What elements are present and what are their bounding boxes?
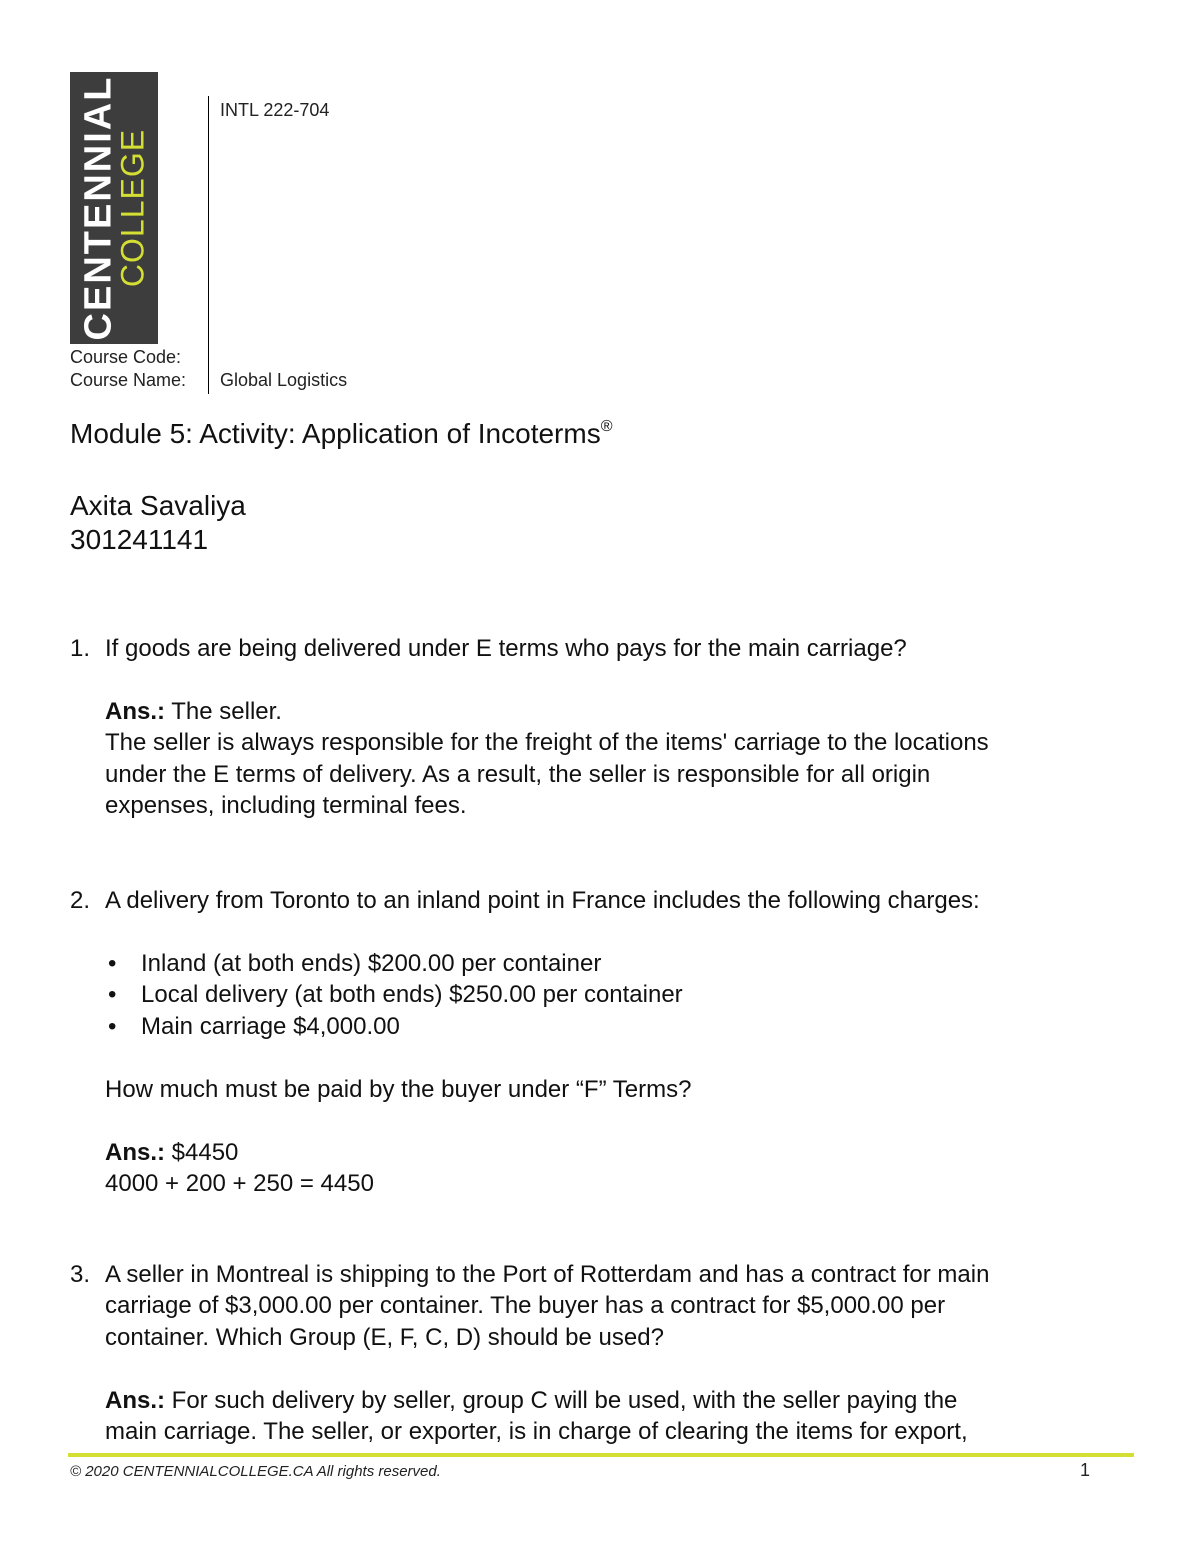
q2-charge-item: Main carriage $4,000.00 (141, 1013, 400, 1040)
student-name: Axita Savaliya (70, 490, 246, 521)
course-code-value: INTL 222-704 (220, 100, 330, 120)
q2-number: 2. (70, 887, 91, 914)
q3-answer-detail: main carriage. The seller, or exporter, is in charge of clearing the items for export, (105, 1418, 968, 1445)
q3-question: container. Which Group (E, F, C, D) should be used? (105, 1324, 664, 1351)
q1-answer-line (105, 696, 1135, 728)
course-code-label: Course Code: (70, 347, 182, 367)
student-id: 301241141 (70, 524, 209, 555)
logo-wordmark-centennial: CENTENNIAL (77, 75, 120, 341)
registered-mark: ® (600, 418, 613, 435)
header-divider (208, 96, 209, 394)
page-number: 1 (1080, 1460, 1091, 1480)
document-title-text: Module 5: Activity: Application of Incoterms (70, 418, 601, 449)
q2-answer-label: Ans.: (105, 1139, 165, 1166)
q3-question: carriage of $3,000.00 per container. The buyer has a contract for $5,000.00 per (105, 1292, 946, 1319)
bullet-icon: • (108, 950, 117, 977)
q1-answer-detail: expenses, including terminal fees. (105, 792, 467, 819)
q2-answer-line (105, 1137, 1135, 1169)
q2-calculation: 4000 + 200 + 250 = 4450 (105, 1170, 374, 1197)
q3-answer-text: For such delivery by seller, group C will be used, with the seller paying the (165, 1387, 958, 1414)
q3-question: A seller in Montreal is shipping to the Port of Rotterdam and has a contract for main (105, 1261, 990, 1288)
document-title (70, 416, 613, 452)
q1-answer-short: The seller. (165, 698, 282, 725)
q1-answer-label: Ans.: (105, 698, 165, 725)
footer-copyright: © 2020 CENTENNIALCOLLEGE.CA All rights reserved. (70, 1463, 441, 1480)
q2-sub-question: How much must be paid by the buyer under “F” Terms? (105, 1076, 692, 1103)
q1-answer-detail: The seller is always responsible for the freight of the items' carriage to the locations (105, 729, 989, 756)
q2-question: A delivery from Toronto to an inland point in France includes the following charges: (105, 887, 980, 914)
q1-number: 1. (70, 635, 91, 662)
bullet-icon: • (108, 1013, 117, 1040)
bullet-icon: • (108, 981, 117, 1008)
footer-rule (68, 1453, 1134, 1457)
course-name-label: Course Name: (70, 370, 187, 390)
q3-number: 3. (70, 1261, 91, 1288)
q3-answer-line (105, 1385, 1135, 1417)
q2-charge-item: Inland (at both ends) $200.00 per container (141, 950, 602, 977)
q3-answer-label: Ans.: (105, 1387, 165, 1414)
q1-answer-detail: under the E terms of delivery. As a result, the seller is responsible for all origin (105, 761, 931, 788)
logo-wordmark-college: COLLEGE (114, 128, 151, 288)
course-name-value: Global Logistics (220, 370, 348, 390)
q2-answer-value: $4450 (165, 1139, 239, 1166)
q1-question: If goods are being delivered under E terms who pays for the main carriage? (105, 635, 907, 662)
q2-charge-item: Local delivery (at both ends) $250.00 per container (141, 981, 683, 1008)
